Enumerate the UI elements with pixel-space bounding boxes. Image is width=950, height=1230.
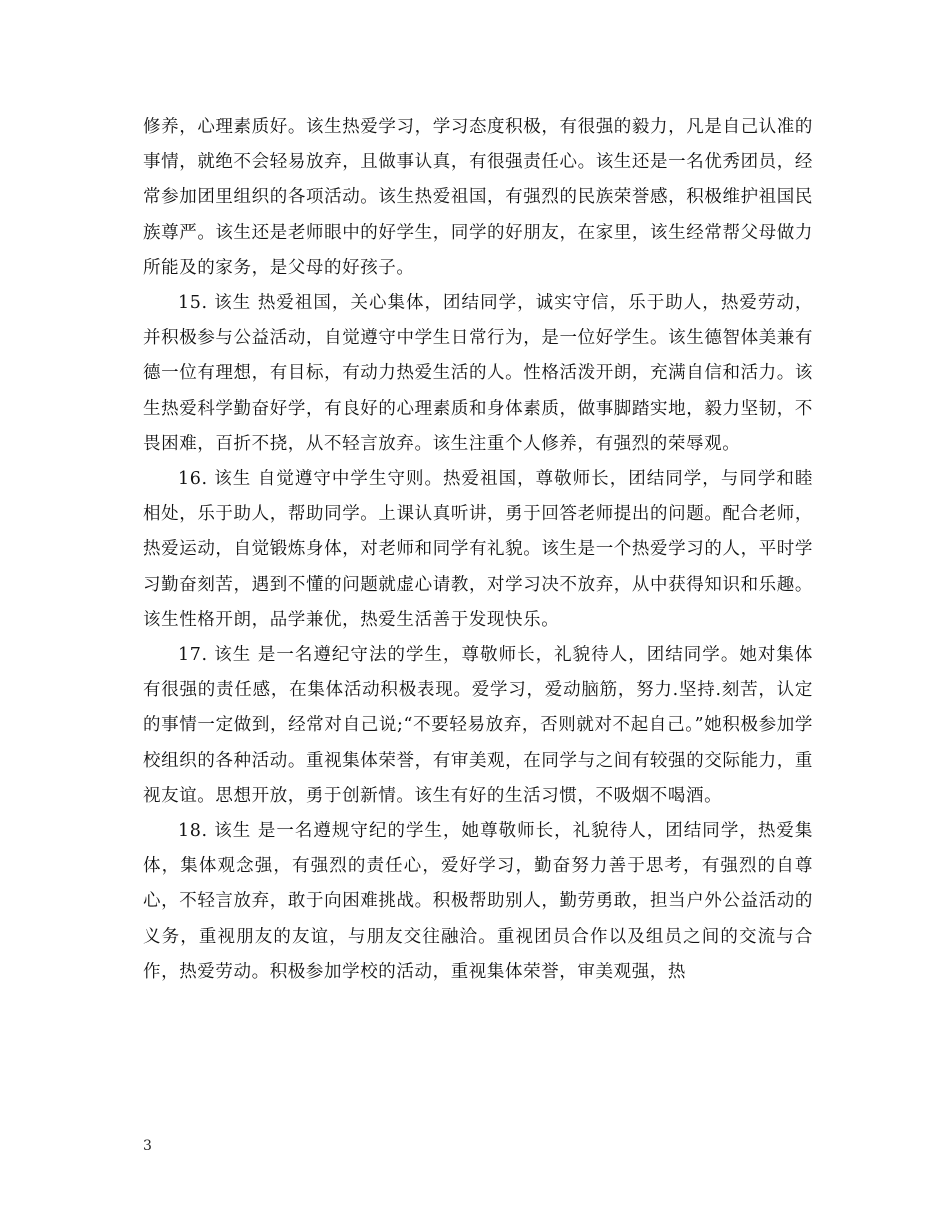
paragraph-continuation: 修养，心理素质好。该生热爱学习，学习态度积极，有很强的毅力，凡是自己认准的事情，就绝不会轻易放弃，且做事认真，有很强责任心。该生还是一名优秀团员，经常参加团里组织的各项活动。该生热爱祖国，有强烈的民族荣誉感，积极维护祖国民族尊严。该生还是老师眼中的好学生，同学的好朋友，在家里，该生经常帮父母做力所能及的家务，是父母的好孩子。 [143, 117, 813, 278]
body-text [143, 110, 813, 990]
paragraph-item-17: 17. 该生 是一名遵纪守法的学生，尊敬师长，礼貌待人，团结同学。她对集体有很强的责任感，在集体活动积极表现。爱学习，爱动脑筋，努力.坚持.刻苦，认定的事情一定做到，经常对自己说;“不要轻易放弃，否则就对不起自己。”她积极参加学校组织的各种活动。重视集体荣誉，有审美观，在同学与之间有较强的交际能力，重视友谊。思想开放，勇于创新情。该生有好的生活习惯，不吸烟不喝酒。 [143, 645, 813, 806]
paragraph-item-16: 16. 该生 自觉遵守中学生守则。热爱祖国，尊敬师长，团结同学，与同学和睦相处，乐于助人，帮助同学。上课认真听讲，勇于回答老师提出的问题。配合老师，热爱运动，自觉锻炼身体，对老师和同学有礼貌。该生是一个热爱学习的人，平时学习勤奋刻苦，遇到不懂的问题就虚心请教，对学习决不放弃，从中获得知识和乐趣。该生性格开朗，品学兼优，热爱生活善于发现快乐。 [143, 469, 813, 630]
paragraph-item-15: 15. 该生 热爱祖国，关心集体，团结同学，诚实守信，乐于助人，热爱劳动，并积极参与公益活动，自觉遵守中学生日常行为，是一位好学生。该生德智体美兼有德一位有理想，有目标，有动力热爱生活的人。性格活泼开朗，充满自信和活力。该生热爱科学勤奋好学，有良好的心理素质和身体素质，做事脚踏实地，毅力坚韧，不畏困难，百折不挠，从不轻言放弃。该生注重个人修养，有强烈的荣辱观。 [143, 293, 813, 454]
page-number: 3 [143, 1138, 152, 1154]
paragraph-item-18: 18. 该生 是一名遵规守纪的学生，她尊敬师长，礼貌待人，团结同学，热爱集体，集体观念强，有强烈的责任心，爱好学习，勤奋努力善于思考，有强烈的自尊心，不轻言放弃，敢于向困难挑战。积极帮助别人，勤劳勇敢，担当户外公益活动的义务，重视朋友的友谊，与朋友交往融洽。重视团员合作以及组员之间的交流与合作，热爱劳动。积极参加学校的活动，重视集体荣誉，审美观强，热 [143, 821, 813, 982]
